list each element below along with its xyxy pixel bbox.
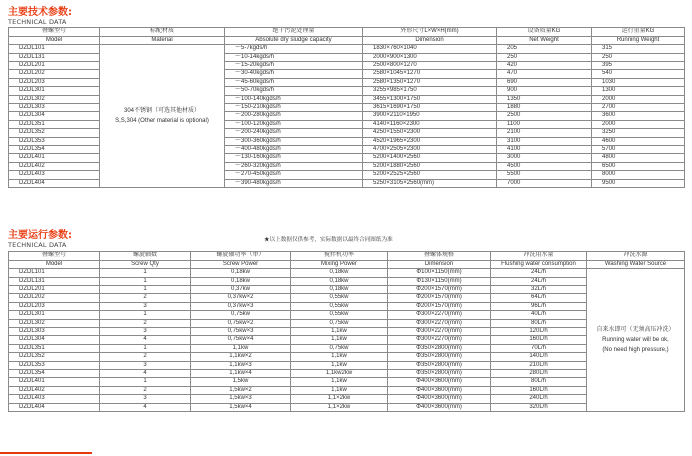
cell-screw-power: 1,1kw×4 — [191, 370, 291, 378]
cell-capacity: ～30-40kgds/h — [225, 70, 363, 78]
cell-material — [100, 45, 225, 188]
table-row — [9, 302, 685, 310]
table-row — [9, 294, 685, 302]
section1-subtitle: TECHNICAL DATA — [8, 18, 67, 26]
cell-model: DZDL302 — [9, 319, 100, 327]
cell-capacity: ～100-140kgds/h — [225, 95, 363, 103]
cell-net-weight: 205 — [497, 45, 592, 53]
cell-mixing-power: 1,1kw — [291, 353, 388, 361]
cell-dimension: 5200×2525×2560 — [363, 171, 497, 179]
cell-flushing: 140L/h — [491, 353, 587, 361]
table-row — [9, 286, 685, 294]
cell-screw-qty: 2 — [100, 294, 191, 302]
disclaimer-note: ★以上数据仅供参考，实际数据以最终合同图纸为准 — [264, 237, 393, 243]
cell-dimension: Φ350×2800(mm) — [388, 361, 491, 369]
th2-dimension-en: Dimension — [388, 260, 491, 269]
cell-running-weight: 1030 — [592, 78, 685, 86]
cell-mixing-power: 0,75kw — [291, 344, 388, 352]
cell-model: DZDL402 — [9, 162, 100, 170]
table2-header-cn — [9, 252, 685, 261]
th-running-weight-en: Running Weight — [592, 36, 685, 45]
table-row — [9, 395, 685, 403]
cell-model: DZDL301 — [9, 311, 100, 319]
th2-model-cn: 叠螺型号 — [9, 252, 100, 261]
cell-model: DZDL201 — [9, 286, 100, 294]
cell-screw-power: 0,37kw×3 — [191, 302, 291, 310]
cell-model: DZDL303 — [9, 104, 100, 112]
cell-screw-qty: 1 — [100, 286, 191, 294]
cell-running-weight: 250 — [592, 53, 685, 61]
th-capacity-cn: 绝干污泥处理量 — [225, 28, 363, 37]
cell-running-weight: 540 — [592, 70, 685, 78]
cell-mixing-power: 1,1×2kw — [291, 403, 388, 411]
cell-screw-power: 0,75kw×2 — [191, 319, 291, 327]
table-row — [9, 319, 685, 327]
cell-screw-qty: 4 — [100, 403, 191, 411]
cell-screw-power: 1,5kw — [191, 378, 291, 386]
cell-water-source — [587, 269, 685, 412]
cell-screw-power: 0,18kw — [191, 269, 291, 277]
th-material-cn: 标配材质 — [100, 28, 225, 37]
th-dimension-en: Dimension — [363, 36, 497, 45]
cell-net-weight: 470 — [497, 70, 592, 78]
cell-running-weight: 3600 — [592, 112, 685, 120]
cell-model: DZDL304 — [9, 336, 100, 344]
cell-flushing: 80L/h — [491, 319, 587, 327]
cell-running-weight: 8000 — [592, 171, 685, 179]
cell-model: DZDL201 — [9, 62, 100, 70]
cell-running-weight: 2000 — [592, 95, 685, 103]
th2-screw-power-cn: 螺旋轴功率（单） — [191, 252, 291, 261]
cell-dimension: 4520×1965×2300 — [363, 137, 497, 145]
cell-model: DZDL354 — [9, 370, 100, 378]
table-row — [9, 269, 685, 277]
cell-dimension: 2500×800×1270 — [363, 62, 497, 70]
cell-model: DZDL101 — [9, 45, 100, 53]
cell-dimension: 3900×2110×1950 — [363, 112, 497, 120]
cell-screw-qty: 1 — [100, 344, 191, 352]
cell-dimension: 3455×1300×1750 — [363, 95, 497, 103]
th2-flushing-cn: 冲洗用水量 — [491, 252, 587, 261]
cell-model: DZDL354 — [9, 146, 100, 154]
cell-dimension: Φ350×2800(mm) — [388, 353, 491, 361]
cell-running-weight: 4800 — [592, 154, 685, 162]
th-material-en: Material — [100, 36, 225, 45]
cell-dimension: Φ350×2800(mm) — [388, 344, 491, 352]
cell-net-weight: 420 — [497, 62, 592, 70]
water-source-en2: (No need high pressure,) — [602, 347, 669, 354]
cell-capacity: ～270-450kgds/h — [225, 171, 363, 179]
cell-mixing-power: 1,1kw — [291, 336, 388, 344]
cell-model: DZDL301 — [9, 87, 100, 95]
cell-model: DZDL403 — [9, 171, 100, 179]
cell-screw-qty: 3 — [100, 395, 191, 403]
table2-header-en — [9, 260, 685, 269]
cell-model: DZDL101 — [9, 269, 100, 277]
cell-capacity: ～50-70kgds/h — [225, 87, 363, 95]
th2-dimension-cn: 叠螺体规格 — [388, 252, 491, 261]
cell-model: DZDL401 — [9, 154, 100, 162]
cell-model: DZDL353 — [9, 137, 100, 145]
cell-screw-qty: 2 — [100, 319, 191, 327]
cell-flushing: 320L/h — [491, 403, 587, 411]
cell-screw-power: 0,75kw×3 — [191, 328, 291, 336]
cell-running-weight: 3250 — [592, 129, 685, 137]
cell-flushing: 24L/h — [491, 269, 587, 277]
cell-screw-power: 1,1kw×2 — [191, 353, 291, 361]
cell-dimension: Φ300×2270(mm) — [388, 328, 491, 336]
table-row — [9, 328, 685, 336]
cell-flushing: 40L/h — [491, 311, 587, 319]
cell-screw-power: 0,75kw — [191, 311, 291, 319]
th-net-weight-cn: 设备质量KG — [497, 28, 592, 37]
cell-dimension: Φ300×2270(mm) — [388, 336, 491, 344]
cell-capacity: ～150-210kgds/h — [225, 104, 363, 112]
cell-model: DZDL404 — [9, 179, 100, 187]
section2-subtitle: TECHNICAL DATA — [8, 241, 67, 249]
cell-screw-qty: 2 — [100, 386, 191, 394]
cell-running-weight: 9500 — [592, 179, 685, 187]
th2-screw-qty-cn: 螺旋轴数 — [100, 252, 191, 261]
cell-model: DZDL352 — [9, 353, 100, 361]
th2-mixing-power-cn: 搅拌机功率 — [291, 252, 388, 261]
th-model-en: Model — [9, 36, 100, 45]
cell-mixing-power: 1,1kw2kw — [291, 370, 388, 378]
cell-model: DZDL402 — [9, 386, 100, 394]
material-cn: 304不锈钢（可选其他材质） — [123, 108, 200, 115]
cell-mixing-power: 0,55kw — [291, 302, 388, 310]
cell-net-weight: 2500 — [497, 112, 592, 120]
cell-net-weight: 3000 — [497, 154, 592, 162]
cell-running-weight: 4600 — [592, 137, 685, 145]
cell-screw-power: 1,1kw×3 — [191, 361, 291, 369]
cell-running-weight: 6500 — [592, 162, 685, 170]
th-running-weight-cn: 运行重量KG — [592, 28, 685, 37]
cell-dimension: Φ400×3600(mm) — [388, 395, 491, 403]
cell-running-weight: 1300 — [592, 87, 685, 95]
cell-dimension: 5250×3105×2560(mm) — [363, 179, 497, 187]
cell-capacity: ～390-480kgds/h — [225, 179, 363, 187]
cell-net-weight: 2100 — [497, 129, 592, 137]
cell-mixing-power: 0,75kw — [291, 319, 388, 327]
cell-capacity: ～200-280kgds/h — [225, 112, 363, 120]
cell-model: DZDL353 — [9, 361, 100, 369]
th2-screw-qty-en: Screw Qty — [100, 260, 191, 269]
cell-model: DZDL351 — [9, 344, 100, 352]
cell-capacity: ～260-320kgds/h — [225, 162, 363, 170]
cell-net-weight: 7000 — [497, 179, 592, 187]
cell-net-weight: 250 — [497, 53, 592, 61]
cell-dimension: 2000×900×1300 — [363, 53, 497, 61]
cell-screw-power: 0,18kw — [191, 277, 291, 285]
cell-screw-qty: 1 — [100, 311, 191, 319]
cell-capacity: ～10-14kgds/h — [225, 53, 363, 61]
cell-model: DZDL203 — [9, 78, 100, 86]
table-row — [9, 344, 685, 352]
th-model-cn: 叠螺型号 — [9, 28, 100, 37]
cell-dimension: Φ400×3600(mm) — [388, 378, 491, 386]
cell-flushing: 240L/h — [491, 395, 587, 403]
table-row — [9, 45, 685, 53]
cell-dimension: Φ400×3600(mm) — [388, 386, 491, 394]
cell-dimension: Φ300×2270(mm) — [388, 319, 491, 327]
cell-capacity: ～5-7kgds/h — [225, 45, 363, 53]
cell-mixing-power: 0,18kw — [291, 269, 388, 277]
cell-net-weight: 690 — [497, 78, 592, 86]
cell-capacity: ～130-160kgds/h — [225, 154, 363, 162]
table-row — [9, 386, 685, 394]
cell-flushing: 32L/h — [491, 286, 587, 294]
cell-mixing-power: 1,1kw — [291, 378, 388, 386]
cell-flushing: 160L/h — [491, 336, 587, 344]
th2-model-en: Model — [9, 260, 100, 269]
cell-dimension: 4140×1160×2300 — [363, 120, 497, 128]
cell-flushing: 280L/h — [491, 370, 587, 378]
cell-capacity: ～100-120kgds/h — [225, 120, 363, 128]
th-capacity-en: Absolute dry sludge capacity — [225, 36, 363, 45]
cell-capacity: ～200-240kgds/h — [225, 129, 363, 137]
cell-dimension: 1830×760×1040 — [363, 45, 497, 53]
cell-running-weight: 2700 — [592, 104, 685, 112]
th2-mixing-power-en: Mixing Power — [291, 260, 388, 269]
cell-model: DZDL302 — [9, 95, 100, 103]
cell-dimension: Φ200×1570(mm) — [388, 302, 491, 310]
th2-flushing-en: Flushing water consumption — [491, 260, 587, 269]
cell-screw-qty: 3 — [100, 328, 191, 336]
cell-flushing: 70L/h — [491, 344, 587, 352]
table1-header-cn — [9, 28, 685, 37]
cell-screw-power: 0,37kw×2 — [191, 294, 291, 302]
table-row — [9, 353, 685, 361]
water-source-cn: 自来水即可（无须高压冲洗） — [596, 327, 675, 334]
operation-data-table — [8, 251, 685, 412]
cell-flushing: 160L/h — [491, 386, 587, 394]
cell-mixing-power: 1,1×2kw — [291, 395, 388, 403]
cell-running-weight: 395 — [592, 62, 685, 70]
cell-net-weight: 1880 — [497, 104, 592, 112]
section1-title: 主要技术参数: — [8, 7, 72, 18]
cell-mixing-power: 0,55kw — [291, 294, 388, 302]
cell-dimension: 5200×1400×2560 — [363, 154, 497, 162]
cell-model: DZDL304 — [9, 112, 100, 120]
cell-capacity: ～45-60kgds/h — [225, 78, 363, 86]
cell-capacity: ～400-480kgds/h — [225, 146, 363, 154]
cell-screw-power: 0,37kw — [191, 286, 291, 294]
cell-screw-qty: 1 — [100, 269, 191, 277]
cell-flushing: 80L/h — [491, 378, 587, 386]
cell-dimension: Φ100×1150(mm) — [388, 269, 491, 277]
cell-running-weight: 5700 — [592, 146, 685, 154]
cell-screw-qty: 2 — [100, 353, 191, 361]
cell-model: DZDL202 — [9, 70, 100, 78]
cell-dimension: Φ350×2800(mm) — [388, 370, 491, 378]
cell-screw-qty: 1 — [100, 378, 191, 386]
bottom-accent-line — [0, 452, 92, 454]
cell-dimension: 4250×1550×2300 — [363, 129, 497, 137]
th-dimension-cn: 外形尺寸L×W×H(mm) — [363, 28, 497, 37]
table-row — [9, 403, 685, 411]
th2-screw-power-en: Screw Power — [191, 260, 291, 269]
cell-capacity: ～15-20kgds/h — [225, 62, 363, 70]
cell-running-weight: 315 — [592, 45, 685, 53]
cell-mixing-power: 0,18kw — [291, 286, 388, 294]
material-en: S,S,304 (Other material is optional) — [115, 118, 209, 125]
cell-model: DZDL131 — [9, 53, 100, 61]
cell-screw-qty: 3 — [100, 302, 191, 310]
water-source-en1: Running water will be ok, — [602, 337, 669, 344]
cell-mixing-power: 1,1kw — [291, 386, 388, 394]
cell-dimension: Φ200×1570(mm) — [388, 294, 491, 302]
cell-screw-power: 1,1kw — [191, 344, 291, 352]
cell-dimension: 5200×1880×2560 — [363, 162, 497, 170]
cell-dimension: Φ300×2270(mm) — [388, 311, 491, 319]
cell-screw-qty: 1 — [100, 277, 191, 285]
cell-mixing-power: 0,18kw — [291, 277, 388, 285]
cell-model: DZDL352 — [9, 129, 100, 137]
table-row — [9, 361, 685, 369]
th-net-weight-en: Net Weight — [497, 36, 592, 45]
cell-running-weight: 2000 — [592, 120, 685, 128]
cell-model: DZDL202 — [9, 294, 100, 302]
cell-dimension: 3255×985×1750 — [363, 87, 497, 95]
cell-model: DZDL404 — [9, 403, 100, 411]
cell-net-weight: 4100 — [497, 146, 592, 154]
th2-water-source-en: Washing Water Source — [587, 260, 685, 269]
cell-screw-power: 1,5kw×4 — [191, 403, 291, 411]
cell-flushing: 24L/h — [491, 277, 587, 285]
table-row — [9, 277, 685, 285]
table-row — [9, 336, 685, 344]
cell-net-weight: 4500 — [497, 162, 592, 170]
cell-mixing-power: 1,1kw — [291, 328, 388, 336]
cell-model: DZDL303 — [9, 328, 100, 336]
cell-dimension: 3615×1690×1750 — [363, 104, 497, 112]
cell-flushing: 210L/h — [491, 361, 587, 369]
cell-flushing: 64L/h — [491, 294, 587, 302]
cell-net-weight: 5500 — [497, 171, 592, 179]
cell-dimension: Φ130×1150(mm) — [388, 277, 491, 285]
cell-net-weight: 1350 — [497, 95, 592, 103]
th2-water-source-cn: 冲洗水源 — [587, 252, 685, 261]
cell-capacity: ～300-360kgds/h — [225, 137, 363, 145]
cell-flushing: 96L/h — [491, 302, 587, 310]
cell-model: DZDL203 — [9, 302, 100, 310]
cell-mixing-power: 1,1kw — [291, 361, 388, 369]
table1-header-en — [9, 36, 685, 45]
technical-data-table — [8, 27, 685, 188]
cell-screw-qty: 4 — [100, 370, 191, 378]
table-row — [9, 370, 685, 378]
cell-screw-power: 1,5kw×2 — [191, 386, 291, 394]
cell-dimension: 2580×1045×1270 — [363, 70, 497, 78]
cell-net-weight: 3100 — [497, 137, 592, 145]
table-row — [9, 378, 685, 386]
cell-dimension: 4700×2505×2300 — [363, 146, 497, 154]
cell-mixing-power: 0,55kw — [291, 311, 388, 319]
cell-screw-power: 1,5kw×3 — [191, 395, 291, 403]
cell-screw-power: 0,75kw×4 — [191, 336, 291, 344]
cell-model: DZDL351 — [9, 120, 100, 128]
cell-flushing: 120L/h — [491, 328, 587, 336]
cell-model: DZDL401 — [9, 378, 100, 386]
cell-screw-qty: 4 — [100, 336, 191, 344]
cell-net-weight: 1100 — [497, 120, 592, 128]
section2-title: 主要运行参数: — [8, 230, 72, 241]
cell-dimension: Φ200×1570(mm) — [388, 286, 491, 294]
cell-model: DZDL131 — [9, 277, 100, 285]
table-row — [9, 311, 685, 319]
cell-net-weight: 900 — [497, 87, 592, 95]
cell-screw-qty: 3 — [100, 361, 191, 369]
cell-dimension: Φ400×3600(mm) — [388, 403, 491, 411]
cell-model: DZDL403 — [9, 395, 100, 403]
cell-dimension: 2580×1350×1270 — [363, 78, 497, 86]
